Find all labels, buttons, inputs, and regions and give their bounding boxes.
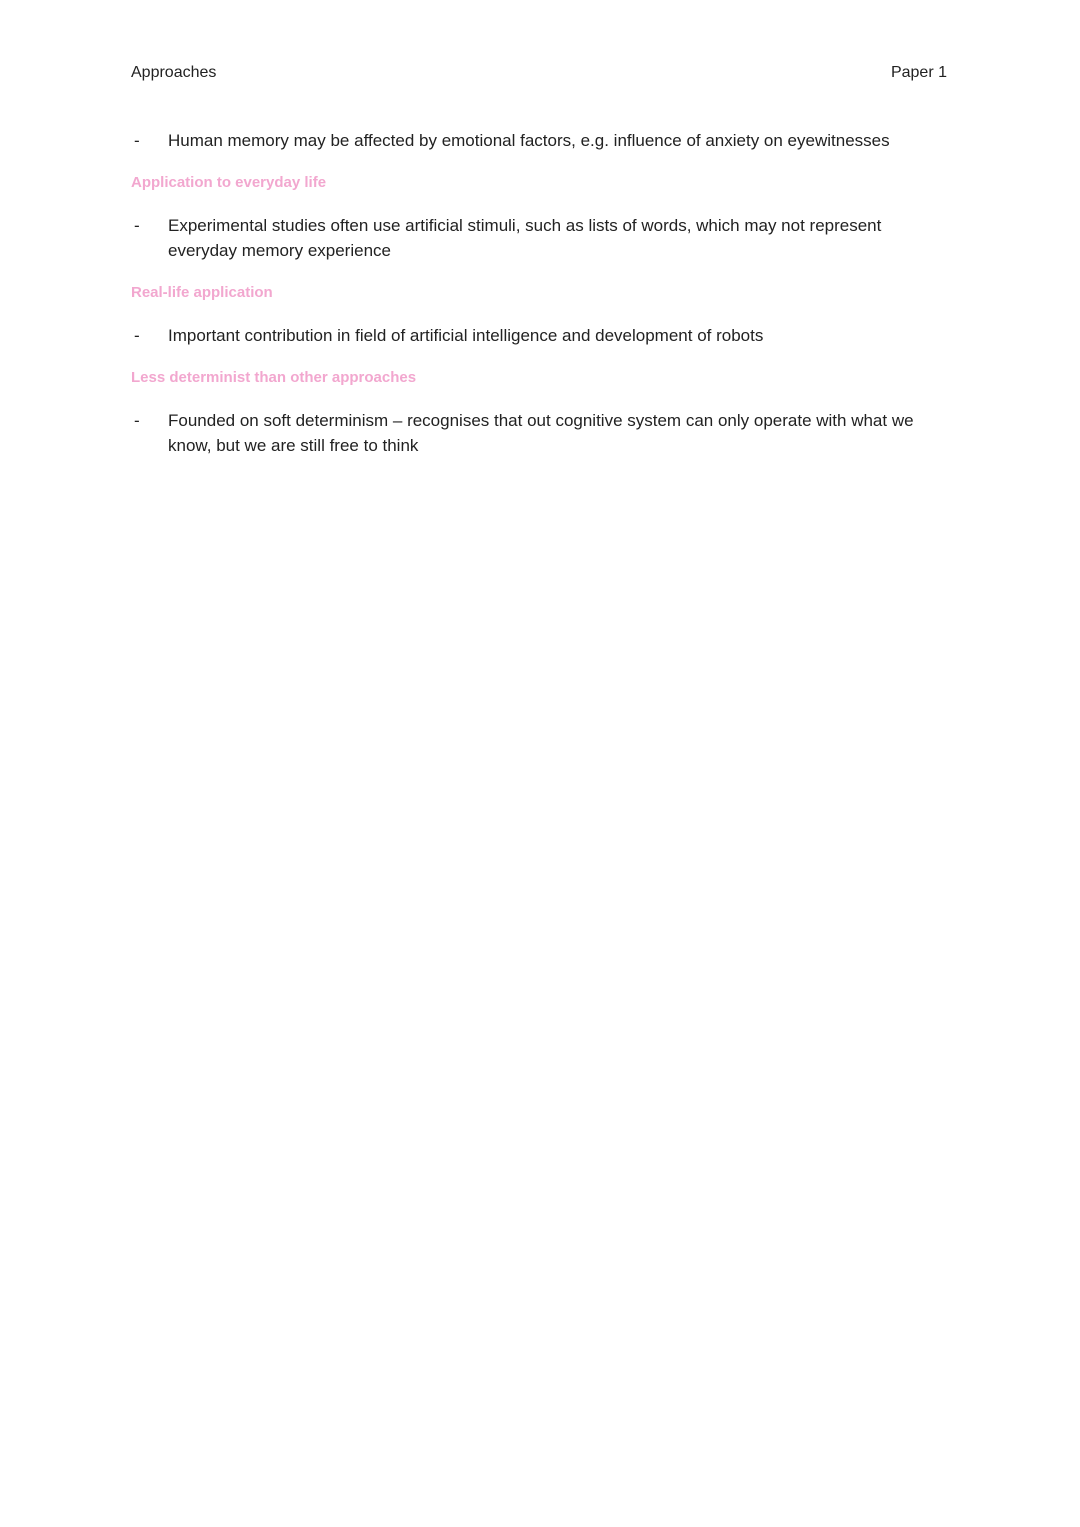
bullet-marker: - <box>134 216 140 235</box>
bullet-marker: - <box>134 326 140 345</box>
bullet-item <box>131 408 951 458</box>
bullet-text: Important contribution in field of artificial intelligence and development of robots <box>168 326 764 345</box>
section-heading: Real-life application <box>131 284 273 301</box>
document-body <box>131 128 951 458</box>
header-left-title: Approaches <box>131 64 217 81</box>
bullet-item <box>131 128 951 153</box>
bullet-marker: - <box>134 131 140 150</box>
bullet-item <box>131 213 951 263</box>
bullet-marker: - <box>134 411 140 430</box>
bullet-text: Founded on soft determinism – recognises that out cognitive system can only operate with what we know, but we are still free to think <box>168 411 914 455</box>
section-heading: Less determinist than other approaches <box>131 369 417 386</box>
section-heading: Application to everyday life <box>131 174 327 191</box>
bullet-text: Experimental studies often use artificial stimuli, such as lists of words, which may not represent everyday memory experience <box>168 216 882 260</box>
bullet-item <box>131 323 951 348</box>
bullet-text: Human memory may be affected by emotional factors, e.g. influence of anxiety on eyewitnesses <box>168 131 890 150</box>
header-right-title: Paper 1 <box>890 64 947 81</box>
